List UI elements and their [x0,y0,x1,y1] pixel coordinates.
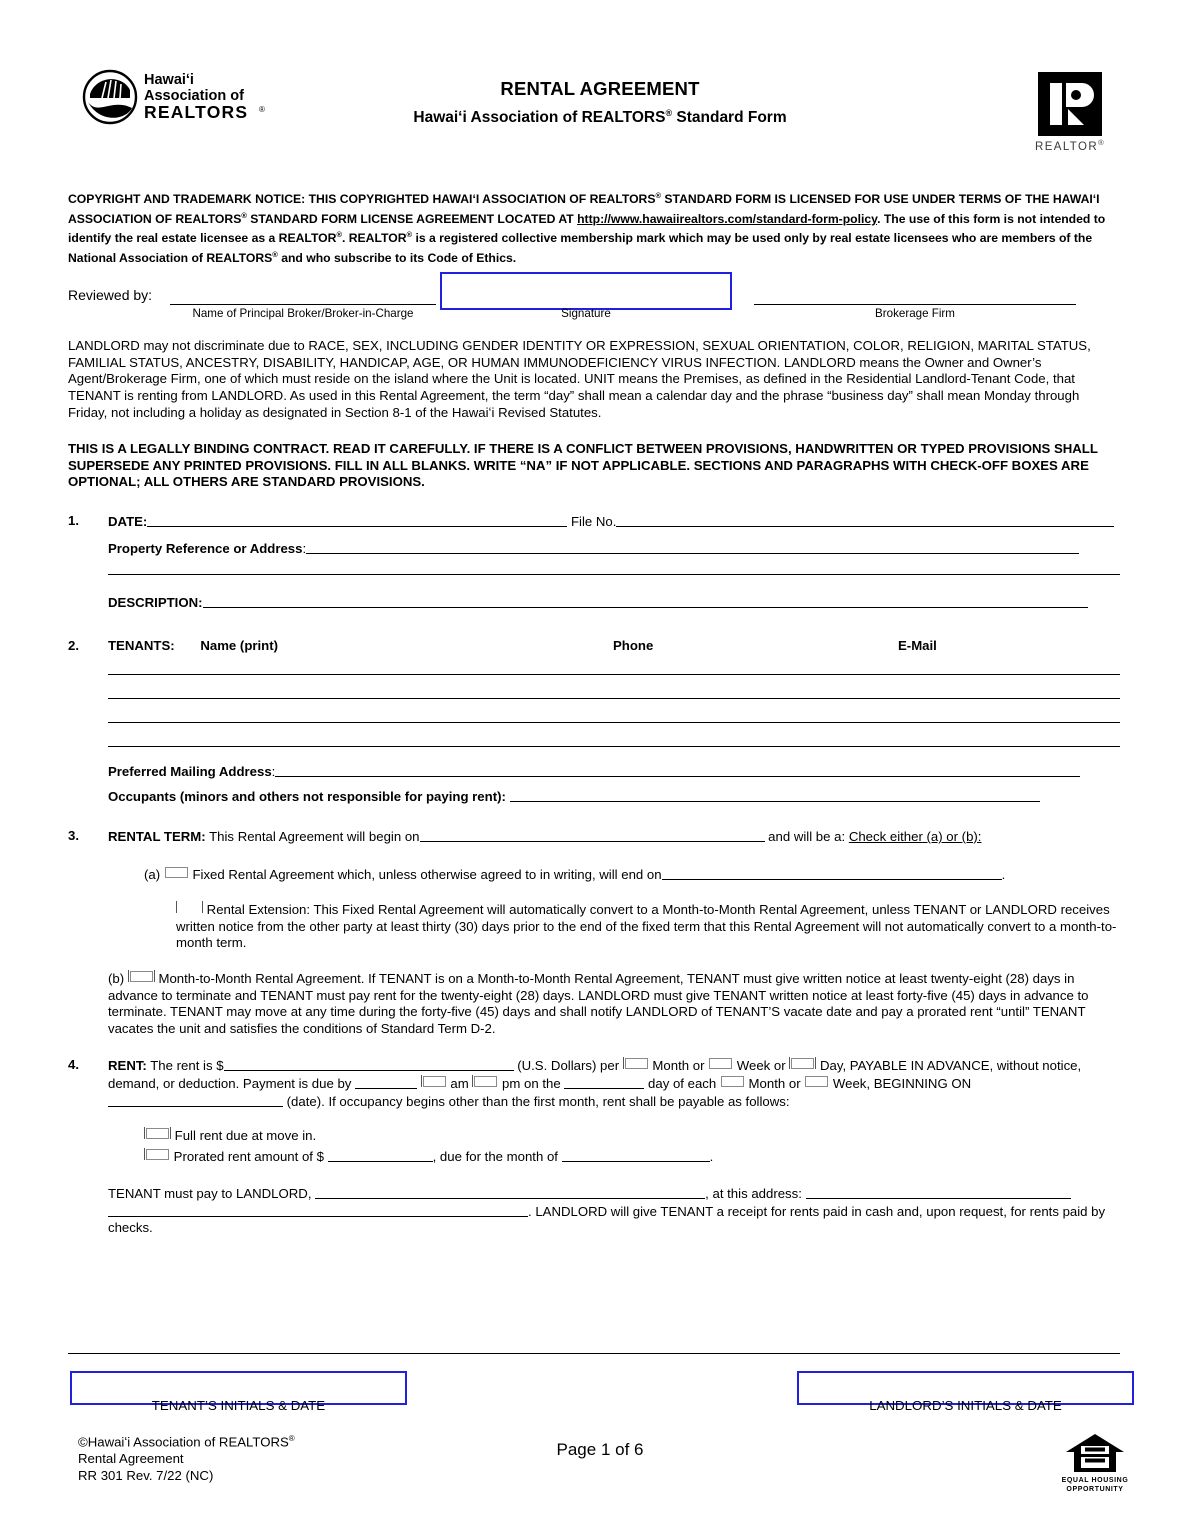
full-rent-text: Full rent due at move in. [171,1128,317,1144]
payment-address-input-line[interactable] [806,1185,1071,1199]
section-2-number: 2. [68,637,79,653]
rental-term-tail-text: and will be a: [764,828,849,844]
date-input-line[interactable] [147,513,567,527]
reviewed-by-label: Reviewed by: [68,287,153,304]
fixed-term-end-date-input-line[interactable] [662,866,1002,880]
payment-recipient-input-line[interactable] [315,1185,705,1199]
legally-binding-notice: THIS IS A LEGALLY BINDING CONTRACT. READ IT CAREFULLY. IF THERE IS A CONFLICT BETWEEN PROVISIONS, HANDWRITTEN OR TYPED PROVISIONS SHALL SUPERSEDE ANY PRINTED PROVISIONS. FILL IN ALL BLANKS. WRITE “NA” IF NOT APPLICABLE. SECTIONS AND PARAGRAPHS WITH CHECK-OFF BOXES ARE OPTIONAL; ALL OTHERS ARE STANDARD PROVISIONS. [68,441,1098,490]
property-reference-row [108,540,1120,558]
preferred-mailing-address-input-line[interactable] [275,763,1080,777]
property-reference-input-line[interactable] [306,540,1079,554]
preferred-mailing-address-row [108,763,1120,781]
pm-checkbox-wrap[interactable] [472,1075,498,1093]
rental-term-begin-row [108,828,1120,846]
section-2-tenants [68,638,1120,806]
per-week-checkbox[interactable] [709,1058,732,1069]
rental-term-lead-text: This Rental Agreement will begin on [205,828,420,844]
full-rent-due-checkbox[interactable] [146,1128,169,1139]
tenants-label: TENANTS: [108,637,175,653]
rent-option-month-2: Month or [744,1075,805,1091]
copyright-part-2: STANDARD FORM IS LICENSED FOR USE UNDER TERMS OF THE HAWAIʻI ASSOCIATION OF REALTORS [68,192,1100,226]
per-day-checkbox-wrap[interactable] [789,1057,816,1075]
payment-recipient-text-b: , at this address: [705,1186,806,1202]
rental-extension-text: Rental Extension: This Fixed Rental Agreement will automatically convert to a Month-to-Month Rental Agreement, unless TENANT or LANDLORD receives written notice from the other party at least thirty (30) days prior to the end of the fixed term that this Rental Agreement will not automatically convert to a month-to-month term. [176,902,1117,951]
tenants-col-email: E-Mail [898,637,937,653]
signature-caption: Signature [561,307,611,321]
copyright-part-7: and who subscribe to its Code of Ethics. [277,250,517,265]
realtor-wordmark-registered: ® [1098,138,1105,147]
standard-form-policy-link[interactable]: http://www.hawaiirealtors.com/standard-form-policy [577,211,878,226]
day-of-each-input-line[interactable] [564,1075,644,1089]
payment-due-time-input-line[interactable] [355,1075,417,1089]
per-month-checkbox[interactable] [625,1058,648,1069]
subtitle-text: Hawaiʻi Association of REALTORS [413,109,666,127]
tenants-column-headers [108,638,1120,658]
registered-mark-4: ® [406,230,413,240]
description-row [108,594,1120,612]
prorated-rent-text-a: Prorated rent amount of $ [170,1148,328,1164]
registered-mark-2: ® [241,210,247,220]
file-no-label: File No. [570,514,617,529]
signature-input-field[interactable] [440,272,732,310]
checkbox-left-bar-icon [144,1148,145,1160]
realtor-r-block-icon [1038,72,1102,136]
prorated-amount-input-line[interactable] [328,1148,433,1162]
brokerage-firm-line[interactable] [754,304,1076,305]
per-month-checkbox-wrap[interactable] [623,1057,649,1075]
option-a-period: . [1001,866,1006,882]
option-b-row [108,970,1120,1037]
rent-text-3: day of each [644,1075,720,1091]
principal-broker-name-line[interactable] [170,304,436,305]
reviewed-by-row [68,278,1120,324]
description-label: DESCRIPTION: [108,595,203,611]
check-either-a-or-b-text: Check either (a) or (b): [848,828,982,844]
checkbox-left-bar-icon [128,970,129,982]
footer-form-revision: RR 301 Rev. 7/22 (NC) [78,1468,214,1484]
checkbox-right-bar-icon [202,901,203,913]
payment-recipient-row [108,1185,1120,1237]
payment-address-input-line-2[interactable] [108,1203,528,1217]
rental-extension-checkbox[interactable] [178,902,201,913]
document-body [68,188,1120,1237]
rent-label: RENT: [108,1058,147,1074]
section-1-date [68,513,1120,612]
prorated-rent-text-c: . [709,1148,714,1164]
am-checkbox[interactable] [423,1076,446,1087]
date-label: DATE: [108,514,148,529]
pm-checkbox[interactable] [474,1076,497,1087]
property-reference-label: Property Reference or Address [108,540,303,556]
rental-extension-row [176,901,1120,952]
per-week-checkbox-wrap[interactable] [708,1058,733,1075]
checkbox-left-bar-icon [421,1075,422,1087]
file-no-input-line[interactable] [616,513,1114,527]
rent-text-2: (U.S. Dollars) per [513,1058,623,1074]
section-3-number: 3. [68,827,79,843]
rent-option-pm: pm on the [498,1075,565,1091]
prorated-rent-checkbox-wrap[interactable] [144,1148,170,1166]
footer-registered-mark: ® [288,1434,295,1443]
svg-text:®: ® [259,105,265,114]
registered-mark-5: ® [272,249,278,259]
full-rent-checkbox-wrap[interactable] [144,1127,171,1145]
page-title: RENTAL AGREEMENT [500,78,700,99]
rent-text-1: The rent is $ [146,1058,224,1074]
page-subtitle [300,103,900,128]
payment-recipient-text-c: . LANDLORD will give TENANT a receipt for rents paid in cash and, upon request, for rents paid by checks. [108,1203,1106,1236]
each-month-checkbox[interactable] [721,1076,744,1087]
full-rent-row [144,1127,1120,1145]
per-day-checkbox[interactable] [791,1058,814,1069]
rent-option-week: Week or [733,1058,790,1074]
rental-term-label: RENTAL TERM: [108,828,206,844]
svg-text:Hawaiʻi: Hawaiʻi [144,72,194,88]
registered-mark-3: ® [336,230,342,240]
nondiscrimination-paragraph: LANDLORD may not discriminate due to RACE, SEX, INCLUDING GENDER IDENTITY OR EXPRESSION, SEXUAL ORIENTATION, COLOR, RELIGION, MARITAL STATUS, FAMILIAL STATUS, ANCESTRY, DISABILITY, HANDICAP, AGE, OR HUMAN IMMUNODEFICIENCY VIRUS INFECTION. LANDLORD means the Owner and Owner’s Agent/Brokerage Firm, one of which must reside on the island where the Unit is located. UNIT means the Premises, as defined in the Residential Landlord-Tenant Code, that TENANT is renting from LANDLORD. As used in this Rental Agreement, the term “day” shall mean a calendar day and the phrase “business day” shall mean Monday through Friday, not including a holiday as designated in Section 8-1 of the Hawaiʻi Revised Statutes. [68,338,1091,420]
title-block [300,78,900,128]
rent-option-week-2: Week, BEGINNING ON [829,1075,972,1091]
rent-option-am: am [446,1075,473,1091]
footer-form-name: Rental Agreement [78,1451,184,1467]
equal-housing-line-1: EQUAL HOUSING [1061,1477,1129,1484]
option-a-marker: (a) [144,866,161,882]
footer-copyright-line-1 [78,1430,295,1450]
beginning-on-date-input-line[interactable] [108,1093,283,1107]
payment-recipient-text-a: TENANT must pay to LANDLORD, [108,1186,316,1202]
each-week-checkbox-wrap[interactable] [804,1076,829,1093]
preferred-mailing-address-colon: : [271,763,276,779]
tenant-initials-caption: TENANT’S INITIALS & DATE [151,1398,326,1413]
section-4-number: 4. [68,1057,79,1073]
footer-copyright-text: ©Hawaiʻi Association of REALTORS [78,1434,289,1450]
property-reference-colon: : [302,540,307,556]
copyright-part-4: . The use of this form is not intended to identify the real estate licensee as a REALTOR [68,211,1106,246]
option-a-text: Fixed Rental Agreement which, unless otherwise agreed to in writing, will end on [188,866,662,882]
equal-housing-house-icon [1064,1432,1126,1476]
equal-housing-line-2: OPPORTUNITY [1066,1485,1124,1493]
rent-option-month: Month or [648,1058,709,1074]
svg-text:Association of: Association of [144,88,244,104]
checkbox-left-bar-icon [789,1057,790,1069]
tenants-col-name: Name (print) [200,637,279,653]
footer-divider [68,1353,1120,1354]
section-3-rental-term [68,828,1120,1037]
registered-mark-1: ® [655,191,662,200]
fixed-rental-agreement-checkbox[interactable] [165,867,188,878]
subtitle-suffix: Standard Form [672,109,787,127]
occupants-colon: : [501,789,510,805]
option-a-row [144,866,1120,884]
rent-amount-input-line[interactable] [224,1057,514,1071]
realtor-wordmark [1030,138,1110,153]
prorated-month-input-line[interactable] [562,1148,710,1162]
prorated-rent-checkbox[interactable] [146,1149,169,1160]
checkbox-left-bar-icon [623,1057,624,1069]
copyright-part-3: STANDARD FORM LICENSE AGREEMENT LOCATED AT [246,211,578,226]
landlord-initials-caption: LANDLORD’S INITIALS & DATE [869,1398,1062,1413]
footer-copyright-block [78,1430,295,1484]
option-a-checkbox-wrap[interactable] [164,867,189,884]
subtitle-registered-mark: ® [665,108,673,118]
section-1-number: 1. [68,513,79,528]
each-month-checkbox-wrap[interactable] [720,1076,745,1093]
tenants-col-phone: Phone [613,637,654,653]
copyright-and-trademark-notice [68,188,1120,266]
rent-text-4: (date). If occupancy begins other than the first month, rent shall be payable as follows: [283,1093,790,1109]
realtor-trademark-logo [1030,72,1110,153]
month-to-month-checkbox[interactable] [130,971,153,982]
checkbox-left-bar-icon [176,901,177,913]
section-4-rent [68,1057,1120,1237]
copyright-part-1: COPYRIGHT AND TRADEMARK NOTICE: THIS COPYRIGHTED HAWAIʻI ASSOCIATION OF REALTORS [68,192,656,207]
each-week-checkbox[interactable] [805,1076,828,1087]
page-number-label: Page 1 of 6 [556,1440,644,1459]
copyright-part-5: . REALTOR [341,231,407,246]
rent-amount-row [108,1057,1120,1110]
principal-broker-name-caption: Name of Principal Broker/Broker-in-Charge [192,307,414,321]
brokerage-firm-caption: Brokerage Firm [875,307,955,321]
preferred-mailing-address-label: Preferred Mailing Address [108,763,272,779]
occupants-label: Occupants (minors and others not responsible for paying rent) [108,789,502,805]
svg-text:REALTORS: REALTORS [144,102,249,122]
rental-extension-checkbox-wrap[interactable] [176,901,203,919]
rent-option-day-text: Day, PAYABLE IN ADVANCE, without notice, demand, or deduction. Payment is due by [108,1058,1082,1091]
option-b-text: Month-to-Month Rental Agreement. If TENANT is on a Month-to-Month Rental Agreement, TENANT must give written notice at least twenty-eight (28) days in advance to terminate and TENANT must pay rent for the twenty-eight (28) days. LANDLORD must give TENANT written notice at least forty-five (45) days in advance to terminate. TENANT may move at any time during the forty-five (45) days and shall notify LANDLORD of TENANT’S vacate date and pay a prorated rent “until” TENANT vacates the unit and satisfies the conditions of Standard Term D-2. [108,970,1089,1036]
occupants-row [108,788,1120,806]
checkbox-left-bar-icon [472,1075,473,1087]
am-checkbox-wrap[interactable] [421,1075,447,1093]
prorated-rent-row [144,1148,1120,1166]
rental-term-begin-date-input-line[interactable] [420,828,765,842]
prorated-rent-text-b: , due for the month of [432,1148,562,1164]
date-row [108,513,1120,531]
checkbox-left-bar-icon [144,1127,145,1139]
occupants-input-line[interactable] [510,788,1040,802]
equal-housing-caption [1052,1477,1138,1494]
copyright-part-6: is a registered collective membership mark which may be used only by real estate licensees who are members of the National Association of REALTORS [68,231,1093,265]
description-input-line[interactable] [203,594,1088,608]
document-header [0,0,1187,175]
hawaii-association-of-realtors-logo [82,68,272,126]
option-b-checkbox-wrap[interactable] [128,970,155,988]
equal-housing-opportunity-logo [1052,1432,1138,1494]
option-b-marker: (b) [108,970,125,986]
realtor-wordmark-text: REALTOR [1035,140,1099,153]
